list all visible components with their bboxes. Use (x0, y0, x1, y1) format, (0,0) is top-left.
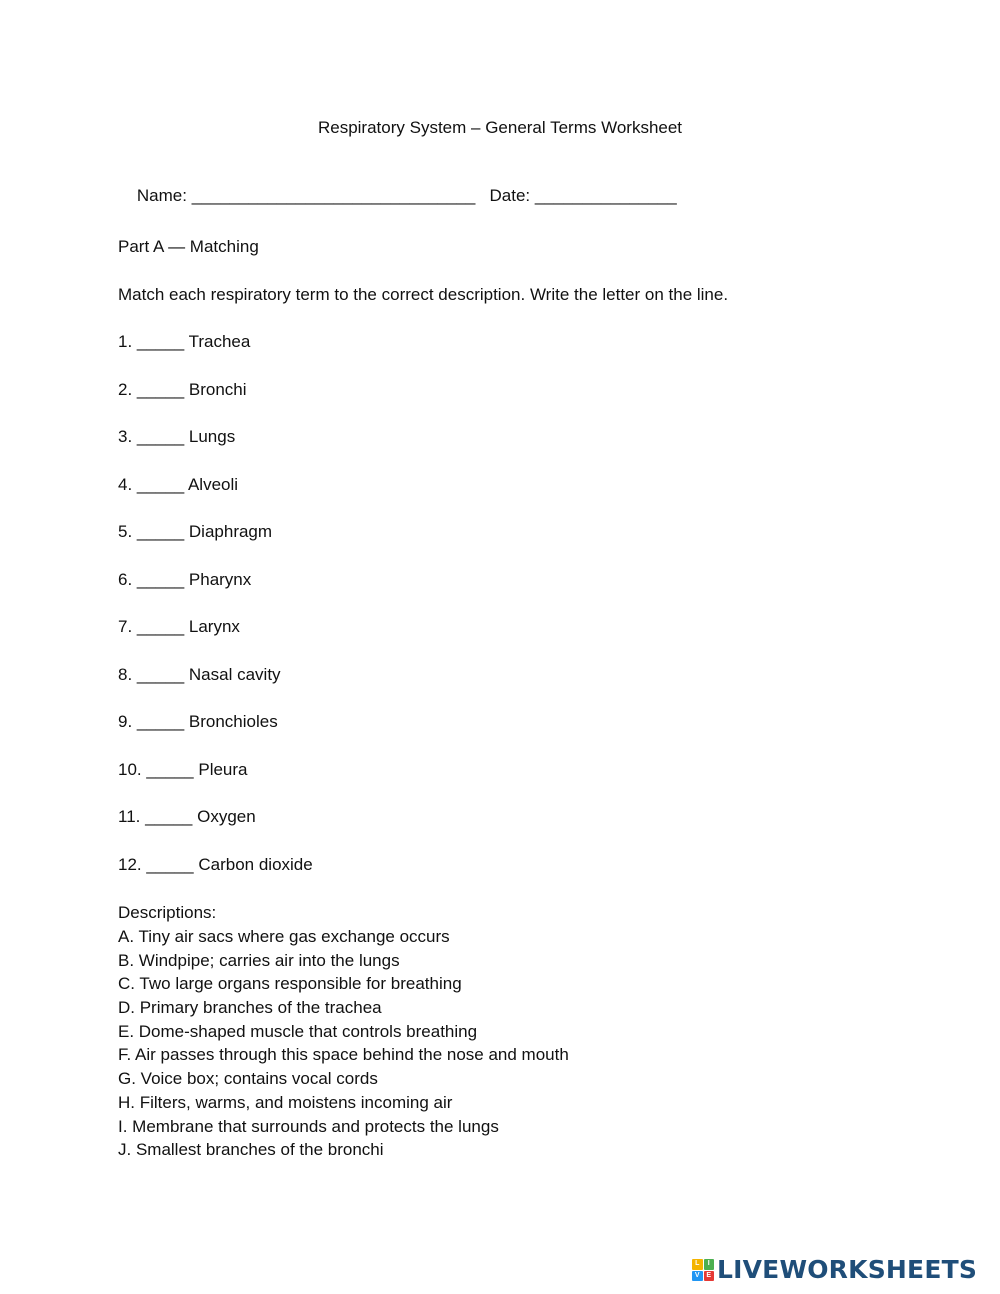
description-item: D. Primary branches of the trachea (118, 998, 382, 1018)
description-item: I. Membrane that surrounds and protects the lungs (118, 1116, 499, 1136)
term-item[interactable]: 11. _____ Oxygen (118, 807, 256, 826)
descriptions-heading: Descriptions: (118, 903, 217, 922)
term-item[interactable]: 9. _____ Bronchioles (118, 712, 278, 731)
description-item: H. Filters, warms, and moistens incoming air (118, 1092, 453, 1112)
description-item: F. Air passes through this space behind the nose and mouth (118, 1045, 569, 1065)
term-item[interactable]: 3. _____ Lungs (118, 427, 236, 446)
logo-mark-letter: E (704, 1271, 715, 1282)
instructions: Match each respiratory term to the correct description. Write the letter on the line. (118, 285, 729, 304)
term-item[interactable]: 5. _____ Diaphragm (118, 522, 273, 541)
descriptions-list (118, 927, 569, 1164)
term-item[interactable]: 6. _____ Pharynx (118, 569, 252, 589)
part-heading: Part A — Matching (118, 237, 259, 256)
logo-mark-letter: L (692, 1259, 703, 1270)
description-item: A. Tiny air sacs where gas exchange occurs (118, 927, 450, 946)
term-item[interactable]: 12. _____ Carbon dioxide (118, 854, 313, 874)
terms-list (118, 332, 313, 902)
term-item[interactable]: 10. _____ Pleura (118, 759, 248, 779)
description-item: B. Windpipe; carries air into the lungs (118, 950, 400, 970)
description-item: J. Smallest branches of the bronchi (118, 1140, 384, 1160)
worksheet-title: Respiratory System – General Terms Worksheet (317, 118, 683, 137)
logo-mark-letter: I (704, 1259, 715, 1270)
description-item: E. Dome-shaped muscle that controls breathing (118, 1021, 478, 1041)
description-item: C. Two large organs responsible for breathing (118, 974, 462, 994)
liveworksheets-logo (692, 1256, 977, 1284)
date-field[interactable]: Date: _______________ (489, 186, 677, 205)
term-item[interactable]: 8. _____ Nasal cavity (118, 664, 281, 684)
name-date-row (118, 166, 677, 226)
description-item: G. Voice box; contains vocal cords (118, 1069, 378, 1089)
term-item[interactable]: 2. _____ Bronchi (118, 379, 247, 399)
term-item[interactable]: 4. _____ Alveoli (118, 474, 239, 494)
term-item[interactable]: 7. _____ Larynx (118, 617, 240, 636)
name-field[interactable]: Name: ______________________________ (136, 186, 476, 205)
logo-mark-letter: V (692, 1271, 703, 1282)
logo-text: LIVEWORKSHEETS (717, 1255, 978, 1284)
logo-mark-icon (692, 1259, 714, 1281)
term-item[interactable]: 1. _____ Trachea (118, 332, 251, 351)
